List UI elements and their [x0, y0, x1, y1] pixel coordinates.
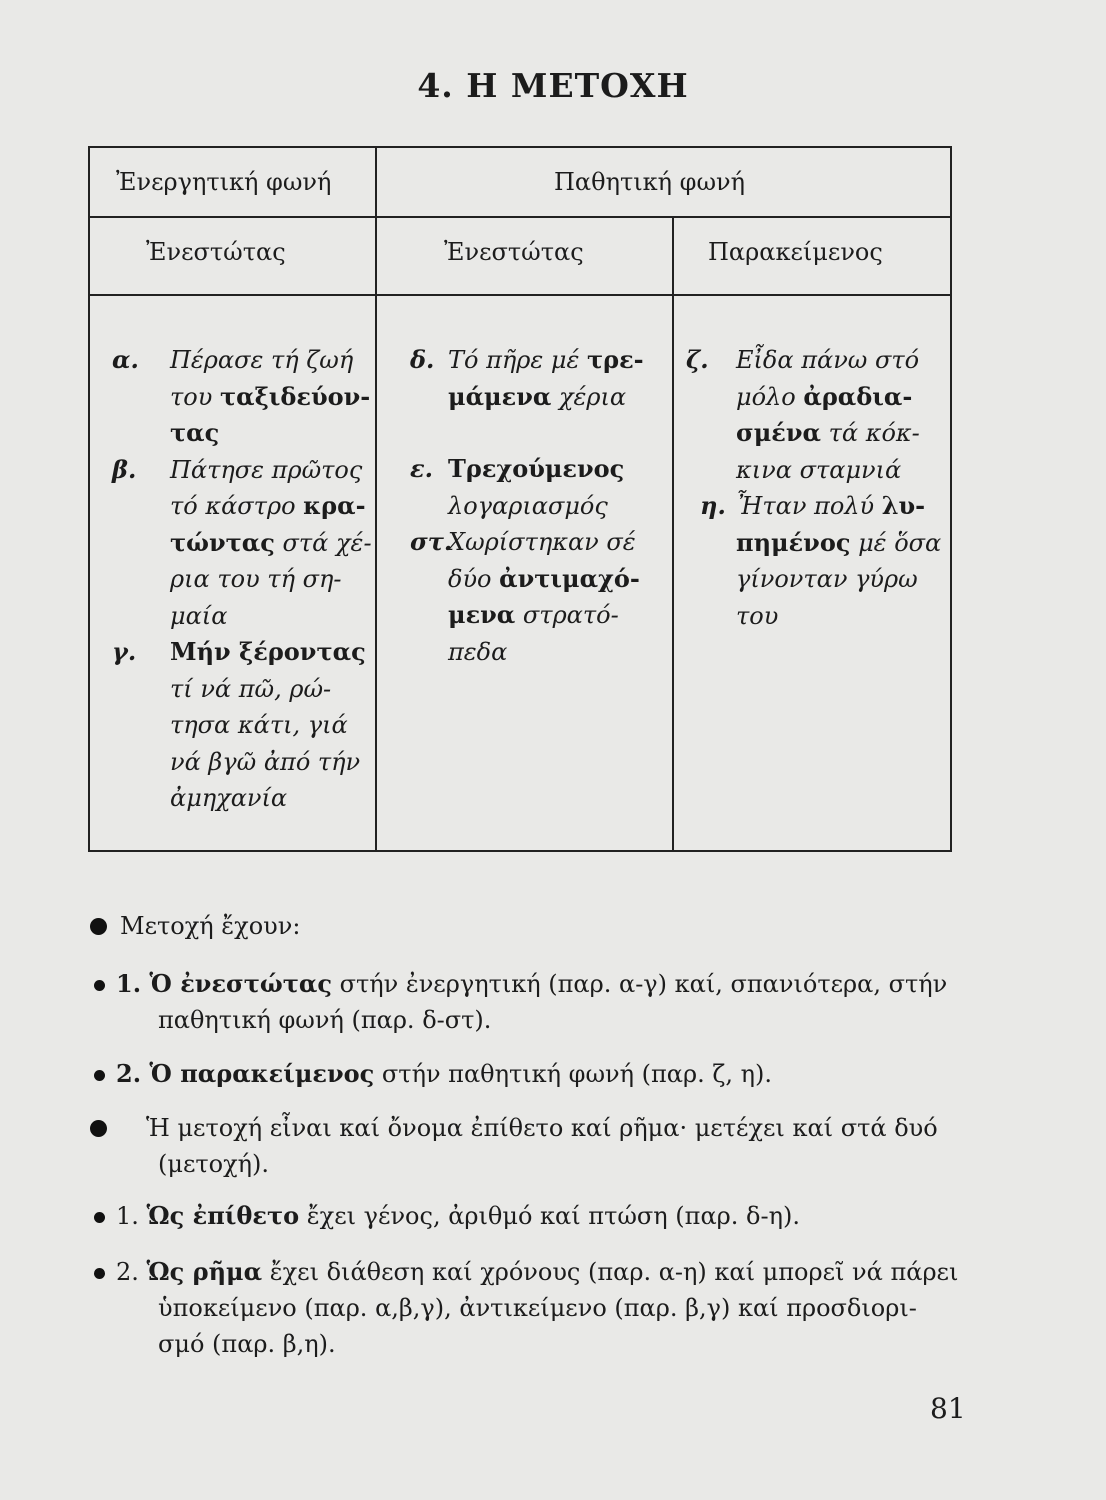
- participle: τώντας: [170, 527, 275, 557]
- participle: λυ-: [881, 491, 926, 520]
- table-border-left: [88, 146, 90, 852]
- table-divider-col2: [672, 216, 674, 852]
- bullet-icon: [94, 1070, 105, 1081]
- participle: ἀντιμαχό-: [499, 563, 640, 593]
- example-label: γ.: [112, 637, 137, 666]
- page-title: 4. Η ΜΕΤΟΧΗ: [417, 66, 689, 105]
- bullet-icon: [90, 1120, 107, 1137]
- participle: μάμενα: [448, 381, 552, 411]
- participle: ἀραδια-: [803, 381, 913, 411]
- participle: πημένος: [736, 527, 851, 557]
- col2-examples: [388, 342, 670, 670]
- grammar-notes: [90, 908, 960, 1362]
- participle: Τρεχούμενος: [448, 454, 625, 483]
- example-z: ζ. Εἶδα πάνω στό μόλο ἀραδια- σμένα τά κόκ- κινα σταμνιά: [686, 342, 948, 488]
- col3-examples: [686, 342, 948, 634]
- header-passive-voice: Παθητική φωνή: [554, 168, 746, 196]
- example-label: ζ.: [686, 345, 709, 374]
- col1-examples: [112, 342, 374, 817]
- note-present: 1. Ὁ ἐνεστώτας στήν ἐνεργητική (παρ. α-γ) καί, σπανιότερα, στήν παθητική φωνή (παρ. δ-στ).: [90, 966, 960, 1038]
- example-st: στ. Χωρίστηκαν σέ δύο ἀντιμαχό- μενα στρατό- πεδα: [388, 524, 670, 670]
- example-d: δ. Τό πῆρε μέ τρε- μάμενα χέρια: [388, 342, 670, 415]
- header-col3-tense: Παρακείμενος: [708, 238, 883, 266]
- participle: σμένα: [736, 418, 821, 447]
- participle-table: [88, 146, 952, 852]
- bullet-icon: [94, 1212, 105, 1223]
- table-border-top: [88, 146, 950, 148]
- participle: μενα: [448, 600, 516, 629]
- header-col2-tense: Ἐνεστώτας: [444, 238, 584, 266]
- page-number: 81: [930, 1392, 966, 1425]
- example-label: β.: [112, 454, 137, 484]
- note-as-adjective: 1. Ὡς ἐπίθετο ἔχει γένος, ἀριθμό καί πτώση (παρ. δ-η).: [90, 1198, 960, 1234]
- bullet-icon: [94, 980, 105, 991]
- table-border-right: [950, 146, 952, 852]
- example-a: α. Πέρασε τή ζωή του ταξιδεύον- τας: [112, 342, 374, 452]
- note-intro: Μετοχή ἔχουν:: [90, 908, 960, 944]
- example-c: γ. Μήν ξέροντας τί νά πῶ, ρώ- τησα κάτι, γιά νά βγῶ ἀπό τήν ἀμηχανία: [112, 634, 374, 817]
- table-border-bottom: [88, 850, 950, 852]
- example-label: δ.: [410, 345, 435, 374]
- example-i: η. Ἦταν πολύ λυ- πημένος μέ ὅσα γίνονταν γύρω του: [686, 488, 948, 634]
- note-definition: Ἡ μετοχή εἶναι καί ὄνομα ἐπίθετο καί ρῆμα· μετέχει καί στά δυό (μετοχή).: [90, 1110, 960, 1182]
- participle: Μήν ξέροντας: [170, 637, 366, 666]
- participle: ταξιδεύον-: [219, 381, 371, 411]
- participle: κρα-: [303, 491, 366, 520]
- example-label: ε.: [410, 454, 433, 483]
- participle: τρε-: [586, 345, 644, 374]
- table-divider-voice: [88, 216, 950, 218]
- note-as-verb: 2. Ὡς ρῆμα ἔχει διάθεση καί χρόνους (παρ. α-η) καί μπορεῖ νά πάρει ὑποκείμενο (παρ. α,β,γ), ἀντικείμενο (παρ. β,γ) καί προσδιορι- σμό (παρ. β,η).: [90, 1254, 960, 1362]
- bullet-icon: [94, 1268, 105, 1279]
- example-label: στ.: [410, 527, 453, 556]
- bullet-icon: [90, 918, 107, 935]
- table-divider-col1: [375, 146, 377, 852]
- example-label: η.: [700, 491, 726, 520]
- header-col1-tense: Ἐνεστώτας: [146, 238, 286, 266]
- header-active-voice: Ἐνεργητική φωνή: [116, 168, 332, 196]
- table-divider-tense: [88, 294, 950, 296]
- note-perfect: 2. Ὁ παρακείμενος στήν παθητική φωνή (παρ. ζ, η).: [90, 1056, 960, 1092]
- example-label: α.: [112, 345, 139, 374]
- example-b: β. Πάτησε πρῶτος τό κάστρο κρα- τώντας στά χέ- ρια του τή ση- μαία: [112, 452, 374, 635]
- participle: τας: [170, 418, 220, 447]
- example-e: ε. Τρεχούμενος λογαριασμός: [388, 451, 670, 524]
